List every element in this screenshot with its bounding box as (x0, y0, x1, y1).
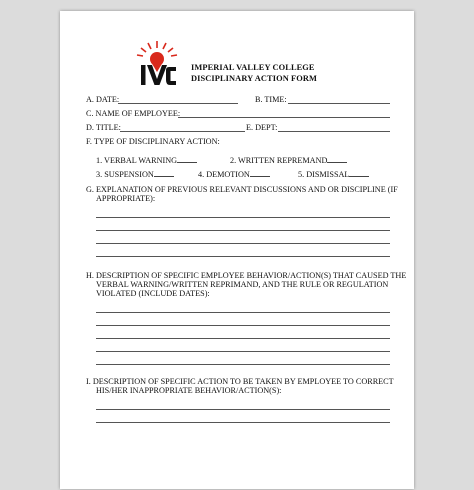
time-line[interactable] (288, 103, 390, 104)
action-demotion (198, 169, 270, 179)
college-name: IMPERIAL VALLEY COLLEGE (191, 63, 315, 72)
college-logo (132, 39, 182, 89)
action-written-repremand (230, 155, 347, 165)
form-header (191, 63, 317, 84)
checkbox-line[interactable] (349, 169, 369, 177)
field-title-label: D. TITLE: (86, 123, 121, 132)
action-label: 1. VERBAL WARNING (96, 156, 178, 165)
action-verbal-warning (96, 155, 197, 165)
section-h-answer-line[interactable] (96, 338, 390, 339)
section-i-answer-line[interactable] (96, 409, 390, 410)
section-h-line2: VERBAL WARNING/WRITTEN REPRIMAND, AND THE RULE OR REGULATION (96, 280, 389, 289)
section-i-answer-line[interactable] (96, 422, 390, 423)
field-name-label: C. NAME OF EMPLOYEE: (86, 109, 181, 118)
section-i-line1: I. DESCRIPTION OF SPECIFIC ACTION TO BE TAKEN BY EMPLOYEE TO CORRECT (86, 377, 394, 386)
action-suspension (96, 169, 174, 179)
field-dept-label: E. DEPT: (246, 123, 278, 132)
section-g-answer-line[interactable] (96, 256, 390, 257)
action-label: 5. DISMISSAL (298, 170, 350, 179)
section-h-answer-line[interactable] (96, 351, 390, 352)
name-line[interactable] (178, 117, 390, 118)
section-g-answer-line[interactable] (96, 243, 390, 244)
section-i-line2: HIS/HER INAPPROPRIATE BEHAVIOR/ACTION(S): (96, 386, 282, 395)
action-dismissal (298, 169, 369, 179)
date-line[interactable] (118, 103, 238, 104)
form-page (60, 11, 414, 489)
checkbox-line[interactable] (177, 155, 197, 163)
form-title: DISCIPLINARY ACTION FORM (191, 73, 318, 83)
section-g-line1: G. EXPLANATION OF PREVIOUS RELEVANT DISCUSSIONS AND OR DISCIPLINE (IF (86, 185, 398, 194)
checkbox-line[interactable] (154, 169, 174, 177)
checkbox-line[interactable] (250, 169, 270, 177)
action-label: 3. SUSPENSION (96, 170, 154, 179)
section-g-answer-line[interactable] (96, 217, 390, 218)
section-g-answer-line[interactable] (96, 230, 390, 231)
title-line[interactable] (120, 131, 245, 132)
section-g-line2: APPROPRIATE): (96, 194, 156, 203)
section-h-answer-line[interactable] (96, 312, 390, 313)
field-date-label: A. DATE: (86, 95, 120, 104)
action-label: 2. WRITTEN REPREMAND (230, 156, 328, 165)
action-label: 4. DEMOTION (198, 170, 250, 179)
section-h-answer-line[interactable] (96, 325, 390, 326)
section-h-line3: VIOLATED (INCLUDE DATES): (96, 289, 210, 298)
field-time-label: B. TIME: (255, 95, 287, 104)
section-h-line1: H. DESCRIPTION OF SPECIFIC EMPLOYEE BEHAVIOR/ACTION(S) THAT CAUSED THE (86, 271, 407, 280)
section-h-answer-line[interactable] (96, 364, 390, 365)
dept-line[interactable] (278, 131, 390, 132)
field-type-label: F. TYPE OF DISCIPLINARY ACTION: (86, 137, 220, 146)
checkbox-line[interactable] (327, 155, 347, 163)
